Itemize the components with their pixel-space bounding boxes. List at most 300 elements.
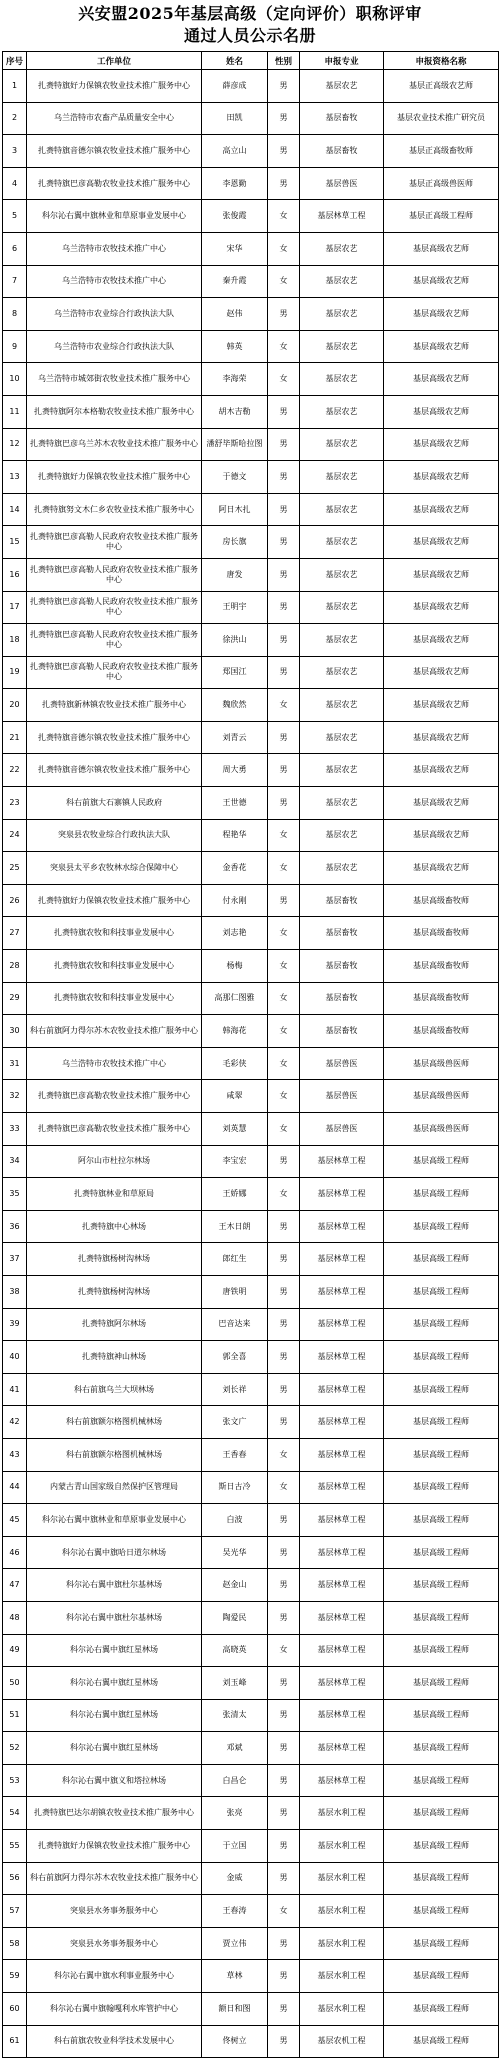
table-row (3, 689, 499, 722)
cell-major: 基层水利工程 (300, 1960, 384, 1993)
title-line-1: 兴安盟2025年基层高级（定向评价）职称评审 (78, 4, 422, 23)
cell-name: 郑国江 (202, 656, 268, 689)
header-no: 序号 (3, 52, 27, 70)
cell-sex: 女 (268, 917, 300, 950)
cell-no: 45 (3, 1504, 27, 1537)
cell-sex: 女 (268, 1015, 300, 1048)
cell-no: 39 (3, 1308, 27, 1341)
cell-sex: 男 (268, 1341, 300, 1374)
cell-work-unit: 科尔沁右翼中旗杜尔基林场 (27, 1569, 202, 1602)
cell-qualification: 基层高级畜牧师 (384, 884, 499, 917)
cell-major: 基层畜牧 (300, 917, 384, 950)
cell-name: 金香花 (202, 852, 268, 885)
cell-no: 10 (3, 363, 27, 396)
cell-no: 57 (3, 1895, 27, 1928)
table-row (3, 1634, 499, 1667)
cell-sex: 女 (268, 1895, 300, 1928)
table-row (3, 1243, 499, 1276)
cell-no: 61 (3, 2025, 27, 2058)
cell-qualification: 基层正高级工程师 (384, 200, 499, 233)
table-row (3, 135, 499, 168)
table-row (3, 1406, 499, 1439)
cell-major: 基层农艺 (300, 721, 384, 754)
cell-major: 基层农艺 (300, 395, 384, 428)
cell-major: 基层兽医 (300, 1047, 384, 1080)
cell-no: 21 (3, 721, 27, 754)
cell-name: 王香春 (202, 1438, 268, 1471)
cell-no: 8 (3, 298, 27, 331)
table-row (3, 102, 499, 135)
cell-work-unit: 扎赉特旗杨树沟林场 (27, 1275, 202, 1308)
table-row (3, 1536, 499, 1569)
cell-major: 基层农机工程 (300, 2025, 384, 2058)
cell-work-unit: 扎赉特旗巴彦高勒农牧业技术推广服务中心 (27, 1080, 202, 1113)
cell-name: 李宝宏 (202, 1145, 268, 1178)
table-row (3, 526, 499, 559)
table-row (3, 1080, 499, 1113)
cell-major: 基层林草工程 (300, 1471, 384, 1504)
table-row (3, 1699, 499, 1732)
cell-name: 胡木吉勒 (202, 395, 268, 428)
cell-major: 基层林草工程 (300, 1699, 384, 1732)
cell-major: 基层农艺 (300, 852, 384, 885)
cell-work-unit: 科右前旗大石寨镇人民政府 (27, 787, 202, 820)
cell-work-unit: 科尔沁右翼中旗林业和草原事业发展中心 (27, 1504, 202, 1537)
cell-name: 唐铁明 (202, 1275, 268, 1308)
table-row (3, 1569, 499, 1602)
cell-qualification: 基层高级农艺师 (384, 428, 499, 461)
cell-name: 张文广 (202, 1406, 268, 1439)
cell-no: 15 (3, 526, 27, 559)
cell-sex: 女 (268, 1634, 300, 1667)
table-row (3, 1015, 499, 1048)
cell-major: 基层林草工程 (300, 1341, 384, 1374)
cell-sex: 男 (268, 1504, 300, 1537)
cell-work-unit: 科右前旗额尔格图机械林场 (27, 1438, 202, 1471)
cell-name: 佟树立 (202, 2025, 268, 2058)
cell-qualification: 基层高级工程师 (384, 2025, 499, 2058)
cell-no: 38 (3, 1275, 27, 1308)
cell-work-unit: 内蒙古青山国家级自然保护区管理局 (27, 1471, 202, 1504)
cell-name: 白波 (202, 1504, 268, 1537)
cell-name: 高那仁图雅 (202, 982, 268, 1015)
table-row (3, 1927, 499, 1960)
header-sex: 性别 (268, 52, 300, 70)
cell-sex: 男 (268, 1145, 300, 1178)
cell-major: 基层林草工程 (300, 1504, 384, 1537)
cell-qualification: 基层高级农艺师 (384, 689, 499, 722)
header-name: 姓名 (202, 52, 268, 70)
cell-major: 基层林草工程 (300, 1764, 384, 1797)
cell-sex: 女 (268, 950, 300, 983)
cell-qualification: 基层高级农艺师 (384, 558, 499, 591)
cell-sex: 女 (268, 200, 300, 233)
table-row (3, 787, 499, 820)
cell-qualification: 基层高级工程师 (384, 1504, 499, 1537)
cell-sex: 男 (268, 721, 300, 754)
table-row (3, 2025, 499, 2058)
table-row (3, 656, 499, 689)
cell-sex: 女 (268, 982, 300, 1015)
cell-work-unit: 扎赉特旗巴彦乌兰苏木农牧业技术推广服务中心 (27, 428, 202, 461)
cell-no: 22 (3, 754, 27, 787)
cell-qualification: 基层高级工程师 (384, 1830, 499, 1863)
cell-qualification: 基层高级农艺师 (384, 852, 499, 885)
cell-no: 42 (3, 1406, 27, 1439)
cell-qualification: 基层高级工程师 (384, 1993, 499, 2026)
cell-name: 赵伟 (202, 298, 268, 331)
cell-sex: 女 (268, 232, 300, 265)
cell-no: 32 (3, 1080, 27, 1113)
cell-major: 基层林草工程 (300, 1243, 384, 1276)
cell-no: 51 (3, 1699, 27, 1732)
cell-work-unit: 扎赉特旗神山林场 (27, 1341, 202, 1374)
cell-qualification: 基层高级农艺师 (384, 461, 499, 494)
cell-major: 基层林草工程 (300, 1178, 384, 1211)
cell-sex: 男 (268, 1243, 300, 1276)
cell-work-unit: 扎赉特旗巴彦高勒人民政府农牧业技术推广服务中心 (27, 624, 202, 657)
cell-name: 草林 (202, 1960, 268, 1993)
table-row (3, 1113, 499, 1146)
cell-work-unit: 突泉县农牧业综合行政执法大队 (27, 819, 202, 852)
cell-sex: 女 (268, 1438, 300, 1471)
header-work-unit: 工作单位 (27, 52, 202, 70)
cell-no: 7 (3, 265, 27, 298)
cell-sex: 男 (268, 1406, 300, 1439)
cell-sex: 女 (268, 363, 300, 396)
cell-sex: 男 (268, 526, 300, 559)
cell-qualification: 基层高级畜牧师 (384, 982, 499, 1015)
table-row (3, 1830, 499, 1863)
cell-qualification: 基层高级农艺师 (384, 395, 499, 428)
cell-work-unit: 扎赉特旗巴彦高勒人民政府农牧业技术推广服务中心 (27, 656, 202, 689)
cell-qualification: 基层高级农艺师 (384, 721, 499, 754)
table-row (3, 1732, 499, 1765)
table-row (3, 917, 499, 950)
table-row (3, 1047, 499, 1080)
table-row (3, 1960, 499, 1993)
cell-sex: 男 (268, 1308, 300, 1341)
cell-sex: 女 (268, 1047, 300, 1080)
cell-sex: 女 (268, 1178, 300, 1211)
cell-sex: 男 (268, 1862, 300, 1895)
cell-no: 43 (3, 1438, 27, 1471)
cell-name: 高立山 (202, 135, 268, 168)
cell-sex: 女 (268, 689, 300, 722)
cell-work-unit: 扎赉特旗音德尔镇农牧业技术推广服务中心 (27, 754, 202, 787)
cell-no: 25 (3, 852, 27, 885)
cell-sex: 男 (268, 428, 300, 461)
cell-no: 52 (3, 1732, 27, 1765)
cell-work-unit: 扎赉特旗努文木仁乡农牧业技术推广服务中心 (27, 493, 202, 526)
table-row (3, 493, 499, 526)
cell-name: 周大勇 (202, 754, 268, 787)
cell-qualification: 基层正高级兽医师 (384, 167, 499, 200)
cell-work-unit: 科尔沁右翼中旗翰嘎利水库管护中心 (27, 1993, 202, 2026)
table-row (3, 950, 499, 983)
cell-work-unit: 科尔沁右翼中旗杜尔基林场 (27, 1601, 202, 1634)
cell-work-unit: 扎赉特旗好力保镇农牧业技术推广服务中心 (27, 1830, 202, 1863)
table-row (3, 624, 499, 657)
cell-qualification: 基层高级畜牧师 (384, 1015, 499, 1048)
cell-no: 34 (3, 1145, 27, 1178)
cell-qualification: 基层正高级农艺师 (384, 70, 499, 103)
cell-major: 基层水利工程 (300, 1830, 384, 1863)
table-row (3, 461, 499, 494)
table-row (3, 1275, 499, 1308)
cell-no: 26 (3, 884, 27, 917)
title-line-2: 通过人员公示名册 (183, 26, 316, 45)
table-row (3, 167, 499, 200)
cell-work-unit: 扎赉特旗杨树沟林场 (27, 1243, 202, 1276)
cell-major: 基层农艺 (300, 656, 384, 689)
cell-no: 35 (3, 1178, 27, 1211)
cell-work-unit: 乌兰浩特市农畜产品质量安全中心 (27, 102, 202, 135)
cell-qualification: 基层高级畜牧师 (384, 950, 499, 983)
cell-sex: 女 (268, 852, 300, 885)
cell-no: 23 (3, 787, 27, 820)
cell-major: 基层农艺 (300, 70, 384, 103)
cell-work-unit: 扎赉特旗好力保镇农牧业技术推广服务中心 (27, 884, 202, 917)
cell-no: 1 (3, 70, 27, 103)
cell-qualification: 基层正高级畜牧师 (384, 135, 499, 168)
cell-major: 基层林草工程 (300, 1634, 384, 1667)
cell-name: 于德文 (202, 461, 268, 494)
cell-sex: 男 (268, 135, 300, 168)
cell-name: 唐发 (202, 558, 268, 591)
cell-qualification: 基层高级农艺师 (384, 754, 499, 787)
table-row (3, 884, 499, 917)
table-row (3, 200, 499, 233)
table-row (3, 265, 499, 298)
cell-name: 白昌仑 (202, 1764, 268, 1797)
cell-name: 付永刚 (202, 884, 268, 917)
cell-qualification: 基层高级工程师 (384, 1862, 499, 1895)
cell-work-unit: 扎赉特旗巴彦高勒人民政府农牧业技术推广服务中心 (27, 591, 202, 624)
cell-major: 基层畜牧 (300, 884, 384, 917)
cell-name: 潘舒毕斯哈拉图 (202, 428, 268, 461)
roster-table (2, 51, 499, 2058)
cell-qualification: 基层高级工程师 (384, 1243, 499, 1276)
cell-major: 基层林草工程 (300, 1536, 384, 1569)
cell-name: 额日和图 (202, 1993, 268, 2026)
cell-qualification: 基层高级农艺师 (384, 493, 499, 526)
cell-work-unit: 乌兰浩特市农牧技术推广中心 (27, 1047, 202, 1080)
cell-major: 基层兽医 (300, 1113, 384, 1146)
cell-name: 张亮 (202, 1797, 268, 1830)
cell-qualification: 基层高级工程师 (384, 1895, 499, 1928)
table-body (3, 70, 499, 2058)
cell-qualification: 基层高级农艺师 (384, 363, 499, 396)
cell-no: 18 (3, 624, 27, 657)
cell-no: 30 (3, 1015, 27, 1048)
cell-major: 基层农艺 (300, 624, 384, 657)
table-row (3, 1895, 499, 1928)
cell-name: 刘长祥 (202, 1373, 268, 1406)
cell-major: 基层林草工程 (300, 1601, 384, 1634)
cell-work-unit: 科尔沁右翼中旗红星林场 (27, 1634, 202, 1667)
table-header-row (3, 52, 499, 70)
table-row (3, 232, 499, 265)
cell-work-unit: 扎赉特旗好力保镇农牧业技术推广服务中心 (27, 461, 202, 494)
cell-sex: 男 (268, 754, 300, 787)
table-row (3, 1862, 499, 1895)
cell-name: 张俊霞 (202, 200, 268, 233)
cell-name: 高晓英 (202, 1634, 268, 1667)
cell-sex: 男 (268, 2025, 300, 2058)
cell-no: 46 (3, 1536, 27, 1569)
cell-major: 基层水利工程 (300, 1797, 384, 1830)
cell-qualification: 基层高级工程师 (384, 1960, 499, 1993)
cell-sex: 男 (268, 884, 300, 917)
cell-name: 陶爱民 (202, 1601, 268, 1634)
cell-work-unit: 扎赉特旗巴彦高勒人民政府农牧业技术推广服务中心 (27, 526, 202, 559)
cell-sex: 男 (268, 1275, 300, 1308)
cell-major: 基层农艺 (300, 461, 384, 494)
table-row (3, 558, 499, 591)
cell-qualification: 基层高级工程师 (384, 1634, 499, 1667)
cell-qualification: 基层高级农艺师 (384, 298, 499, 331)
cell-work-unit: 科右前旗乌兰大坝林场 (27, 1373, 202, 1406)
cell-qualification: 基层高级工程师 (384, 1341, 499, 1374)
cell-sex: 女 (268, 265, 300, 298)
cell-work-unit: 扎赉特旗音德尔镇农牧业技术推广服务中心 (27, 135, 202, 168)
table-row (3, 819, 499, 852)
cell-no: 27 (3, 917, 27, 950)
cell-major: 基层林草工程 (300, 1275, 384, 1308)
cell-no: 55 (3, 1830, 27, 1863)
cell-qualification: 基层高级农艺师 (384, 787, 499, 820)
cell-sex: 男 (268, 1667, 300, 1700)
cell-major: 基层林草工程 (300, 1406, 384, 1439)
cell-no: 6 (3, 232, 27, 265)
cell-no: 14 (3, 493, 27, 526)
cell-sex: 女 (268, 819, 300, 852)
cell-qualification: 基层高级工程师 (384, 1406, 499, 1439)
cell-major: 基层林草工程 (300, 1732, 384, 1765)
cell-qualification: 基层高级工程师 (384, 1927, 499, 1960)
table-row (3, 1601, 499, 1634)
cell-no: 2 (3, 102, 27, 135)
cell-name: 王世德 (202, 787, 268, 820)
table-row (3, 1308, 499, 1341)
table-row (3, 363, 499, 396)
cell-no: 9 (3, 330, 27, 363)
cell-no: 50 (3, 1667, 27, 1700)
table-row (3, 1373, 499, 1406)
cell-no: 20 (3, 689, 27, 722)
cell-name: 李恩勤 (202, 167, 268, 200)
cell-name: 薛彦成 (202, 70, 268, 103)
cell-sex: 男 (268, 591, 300, 624)
header-qualification: 申报资格名称 (384, 52, 499, 70)
cell-name: 韩海花 (202, 1015, 268, 1048)
cell-sex: 男 (268, 493, 300, 526)
header-major: 申报专业 (300, 52, 384, 70)
cell-major: 基层农艺 (300, 493, 384, 526)
cell-work-unit: 扎赉特旗巴彦高勒农牧业技术推广服务中心 (27, 1113, 202, 1146)
cell-no: 56 (3, 1862, 27, 1895)
cell-qualification: 基层高级工程师 (384, 1275, 499, 1308)
cell-sex: 男 (268, 787, 300, 820)
cell-work-unit: 扎赉特旗好力保镇农牧业技术推广服务中心 (27, 70, 202, 103)
cell-sex: 男 (268, 656, 300, 689)
cell-work-unit: 阿尔山市杜拉尔林场 (27, 1145, 202, 1178)
cell-no: 17 (3, 591, 27, 624)
cell-no: 60 (3, 1993, 27, 2026)
cell-major: 基层林草工程 (300, 1438, 384, 1471)
cell-major: 基层水利工程 (300, 1862, 384, 1895)
table-row (3, 1797, 499, 1830)
cell-sex: 女 (268, 330, 300, 363)
cell-name: 刘玉峰 (202, 1667, 268, 1700)
cell-qualification: 基层高级工程师 (384, 1373, 499, 1406)
cell-work-unit: 科右前旗农牧业科学技术发展中心 (27, 2025, 202, 2058)
cell-name: 魏欣然 (202, 689, 268, 722)
cell-work-unit: 乌兰浩特市农牧技术推广中心 (27, 232, 202, 265)
cell-major: 基层农艺 (300, 754, 384, 787)
table-row (3, 591, 499, 624)
cell-work-unit: 科尔沁右翼中旗红星林场 (27, 1699, 202, 1732)
cell-qualification: 基层高级农艺师 (384, 232, 499, 265)
cell-sex: 男 (268, 70, 300, 103)
cell-qualification: 基层高级农艺师 (384, 656, 499, 689)
cell-major: 基层兽医 (300, 1080, 384, 1113)
cell-work-unit: 科右前旗阿力得尔苏木农牧业技术推广服务中心 (27, 1862, 202, 1895)
cell-qualification: 基层高级工程师 (384, 1797, 499, 1830)
cell-name: 王木日朗 (202, 1210, 268, 1243)
cell-major: 基层林草工程 (300, 1667, 384, 1700)
cell-name: 郭全喜 (202, 1341, 268, 1374)
cell-sex: 女 (268, 1080, 300, 1113)
cell-qualification: 基层高级农艺师 (384, 819, 499, 852)
cell-qualification: 基层高级工程师 (384, 1699, 499, 1732)
cell-no: 54 (3, 1797, 27, 1830)
cell-major: 基层林草工程 (300, 1373, 384, 1406)
cell-no: 4 (3, 167, 27, 200)
cell-no: 5 (3, 200, 27, 233)
cell-no: 24 (3, 819, 27, 852)
cell-major: 基层农艺 (300, 363, 384, 396)
cell-sex: 男 (268, 395, 300, 428)
cell-name: 赵金山 (202, 1569, 268, 1602)
cell-work-unit: 乌兰浩特市农牧技术推广中心 (27, 265, 202, 298)
cell-name: 李海荣 (202, 363, 268, 396)
cell-sex: 男 (268, 624, 300, 657)
table-row (3, 1471, 499, 1504)
cell-qualification: 基层高级农艺师 (384, 624, 499, 657)
cell-name: 巴音达来 (202, 1308, 268, 1341)
cell-work-unit: 扎赉特旗中心林场 (27, 1210, 202, 1243)
table-row (3, 1438, 499, 1471)
cell-work-unit: 扎赉特旗新林镇农牧业技术推广服务中心 (27, 689, 202, 722)
cell-major: 基层水利工程 (300, 1927, 384, 1960)
cell-sex: 男 (268, 102, 300, 135)
cell-no: 19 (3, 656, 27, 689)
cell-sex: 男 (268, 1927, 300, 1960)
table-row (3, 1178, 499, 1211)
cell-work-unit: 科尔沁右翼中旗水利事业服务中心 (27, 1960, 202, 1993)
cell-qualification: 基层高级农艺师 (384, 265, 499, 298)
cell-work-unit: 科右前旗额尔格图机械林场 (27, 1406, 202, 1439)
cell-name: 刘志艳 (202, 917, 268, 950)
cell-no: 58 (3, 1927, 27, 1960)
cell-work-unit: 科尔沁右翼中旗林业和草原事业发展中心 (27, 200, 202, 233)
table-row (3, 1341, 499, 1374)
cell-major: 基层农艺 (300, 787, 384, 820)
cell-work-unit: 科右前旗阿力得尔苏木农牧业技术推广服务中心 (27, 1015, 202, 1048)
cell-sex: 男 (268, 1699, 300, 1732)
